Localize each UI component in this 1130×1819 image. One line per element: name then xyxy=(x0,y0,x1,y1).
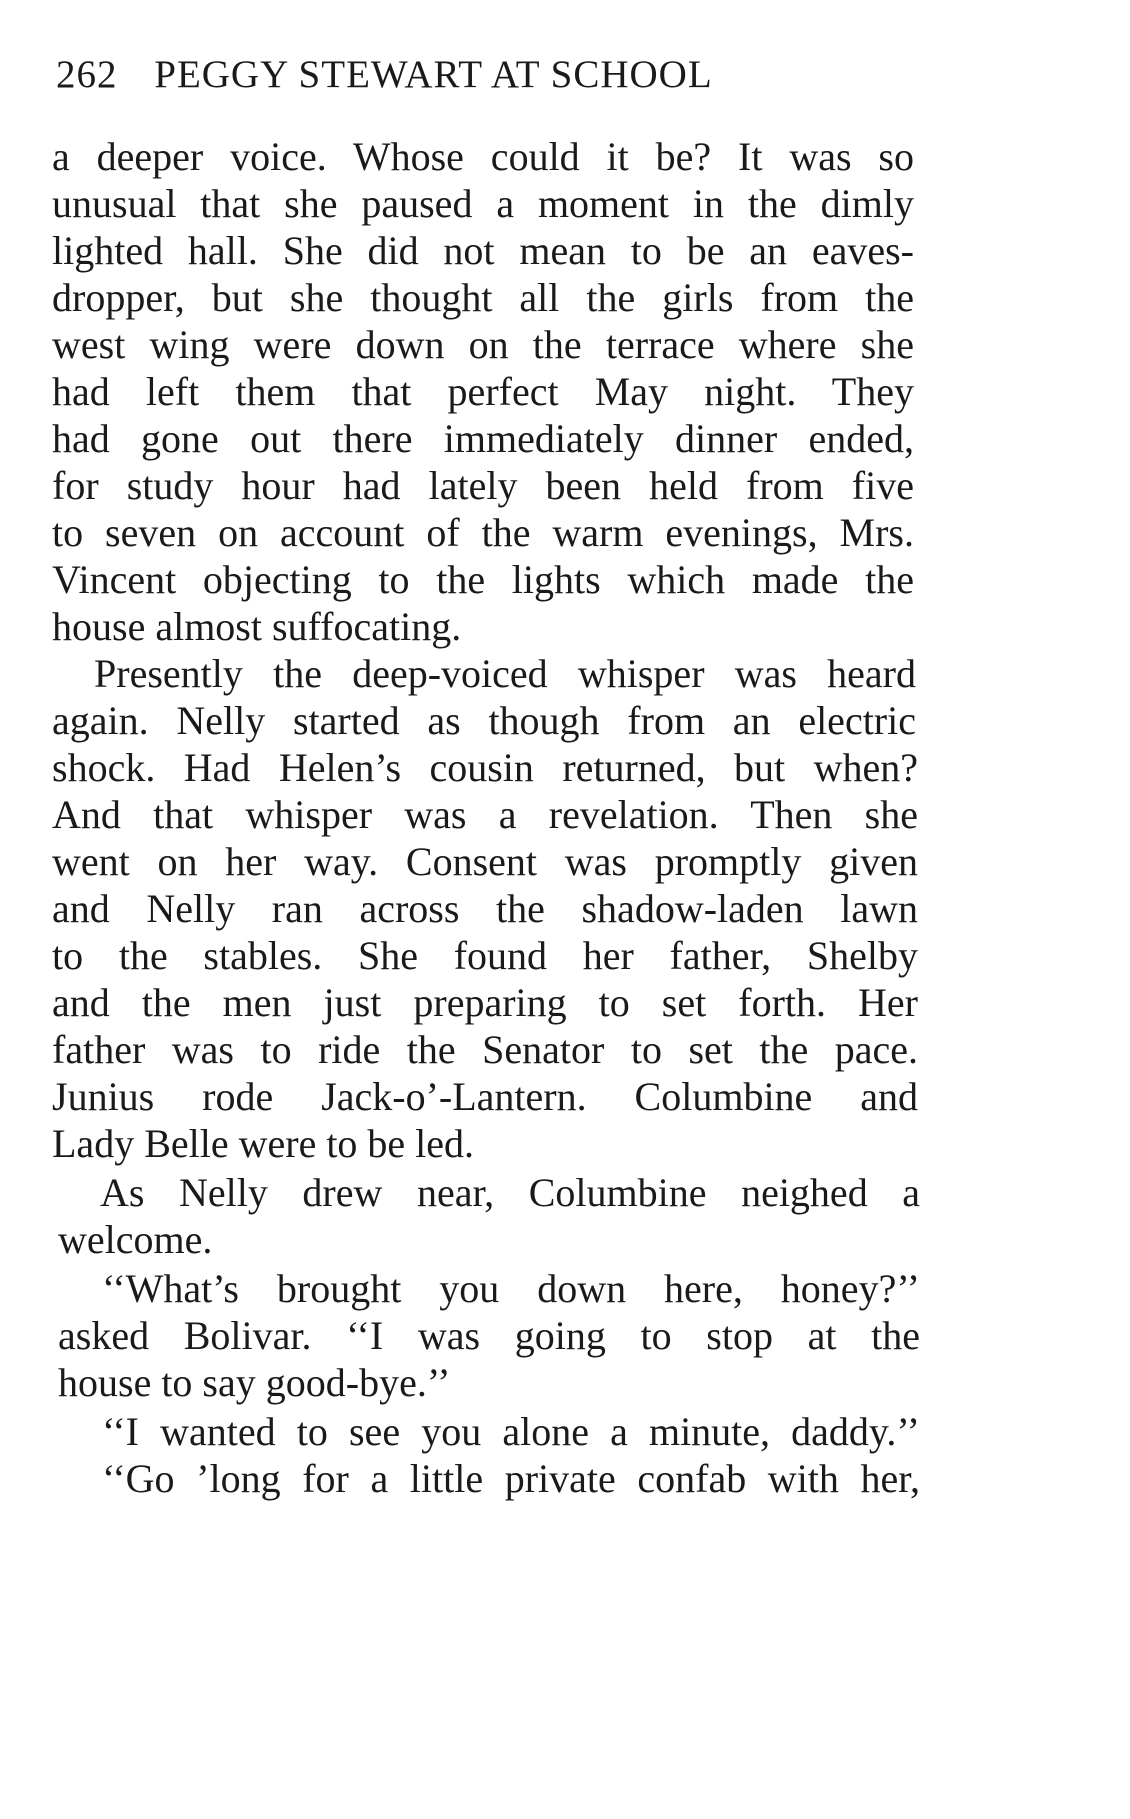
text-line: and Nelly ran across the shadow-laden lawn xyxy=(52,886,918,931)
page-number: 262 xyxy=(56,53,118,96)
text-line: And that whisper was a revelation. Then she xyxy=(52,792,918,837)
text-line: had gone out there immediately dinner ended, xyxy=(52,416,914,461)
text-line: for study hour had lately been held from five xyxy=(52,463,914,508)
text-line: to the stables. She found her father, Shelby xyxy=(52,933,918,978)
text-line: unusual that she paused a moment in the dimly xyxy=(52,181,914,226)
text-line: ‘‘Go ’long for a little private confab with her, xyxy=(102,1456,920,1501)
text-line: again. Nelly started as though from an electric xyxy=(52,698,916,743)
text-line: father was to ride the Senator to set the pace. xyxy=(52,1027,918,1072)
text-line: Vincent objecting to the lights which made the xyxy=(52,557,914,602)
text-line: had left them that perfect May night. They xyxy=(52,369,914,414)
text-line: house to say good-bye.’’ xyxy=(58,1360,451,1405)
text-line: west wing were down on the terrace where she xyxy=(52,322,914,367)
text-line: went on her way. Consent was promptly given xyxy=(52,839,918,884)
text-line: Junius rode Jack-o’-Lantern. Columbine and xyxy=(52,1074,918,1119)
text-line: asked Bolivar. ‘‘I was going to stop at the xyxy=(58,1313,920,1358)
text-line: dropper, but she thought all the girls from the xyxy=(52,275,914,320)
page-header xyxy=(56,52,956,112)
text-line: ‘‘What’s brought you down here, honey?’’ xyxy=(102,1266,920,1311)
text-line: Lady Belle were to be led. xyxy=(52,1121,475,1166)
text-line: and the men just preparing to set forth. Her xyxy=(52,980,918,1025)
text-line: shock. Had Helen’s cousin returned, but when? xyxy=(52,745,918,790)
text-line: lighted hall. She did not mean to be an eaves- xyxy=(52,228,914,273)
text-line: to seven on account of the warm evenings, Mrs. xyxy=(52,510,914,555)
text-line: ‘‘I wanted to see you alone a minute, daddy.’’ xyxy=(102,1409,920,1454)
text-line: As Nelly drew near, Columbine neighed a xyxy=(100,1170,920,1215)
running-title: PEGGY STEWART AT SCHOOL xyxy=(154,53,713,96)
text-line: welcome. xyxy=(58,1217,213,1262)
text-line: Presently the deep-voiced whisper was heard xyxy=(94,651,916,696)
text-line: a deeper voice. Whose could it be? It was so xyxy=(52,134,914,179)
text-line: house almost suffocating. xyxy=(52,604,462,649)
